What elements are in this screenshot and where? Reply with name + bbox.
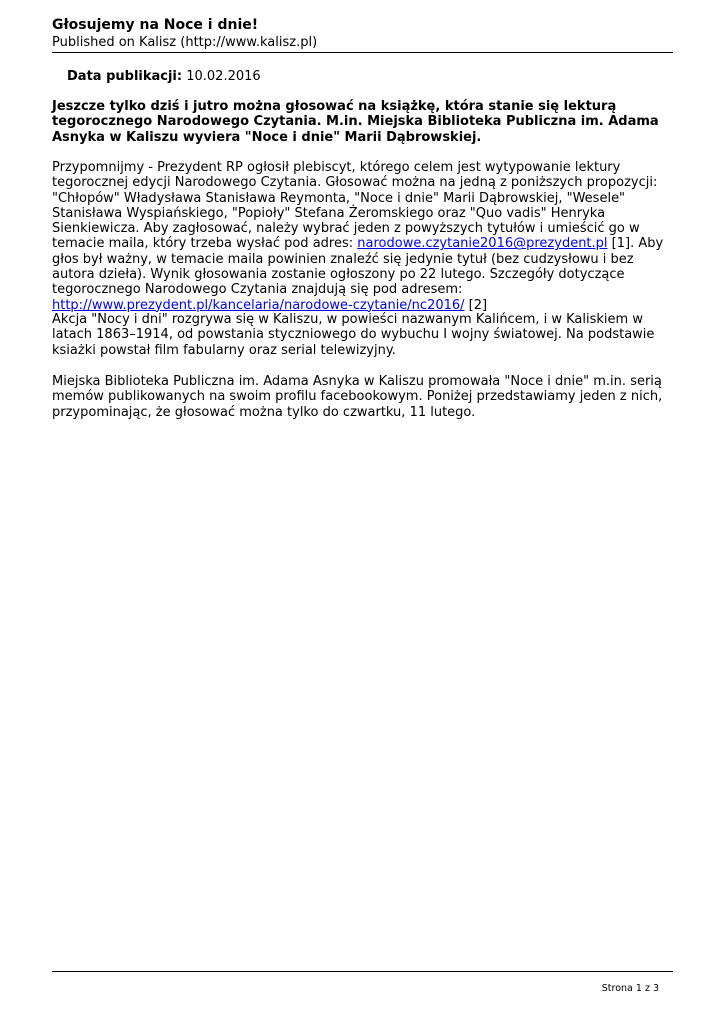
page-header	[52, 16, 673, 51]
paragraph-1-text-c: [2]	[464, 297, 488, 313]
article-paragraph-2: Akcja "Nocy i dni" rozgrywa się w Kaliszu, w powieści nazwanym Kalińcem, i w Kaliskiem w latach 1863–1914, od powstania styczniowego do wybuchu I wojny światowej. Na podstawie ksiażki powstał film fabularny oraz serial telewizyjny.	[52, 312, 655, 358]
footer-divider	[52, 971, 673, 972]
page-title: Głosujemy na Noce i dnie!	[52, 17, 259, 33]
date-label: Data publikacji:	[67, 69, 183, 84]
article-paragraph-3: Miejska Biblioteka Publiczna im. Adama Asnyka w Kaliszu promowała "Noce i dnie" m.in. serią memów publikowanych na swoim profilu facebookowym. Poniżej przedstawiamy jeden z nich, przypominając, że głosować można tylko do czwartku, 11 lutego.	[52, 374, 663, 420]
article-paragraph-1	[52, 160, 677, 313]
paragraph-1-text-a: Przypomnijmy - Prezydent RP ogłosił plebiscyt, którego celem jest wytypowanie lektury tegorocznej edycji Narodowego Czytania. Głosować można na jedną z poniższych propozycji: "Chłopów" Władysława Stanisława Reymonta, "Noce i dnie" Marii Dąbrowskiej, "Wesele" Stanisława Wyspiańskiego, "Popioły" Stefana Żeromskiego oraz "Quo vadis" Henryka Sienkiewicza. Aby zagłosować, należy wybrać jeden z powyższych tytułów i umieścić go w temacie maila, który trzeba wysłać pod adres:	[52, 160, 658, 252]
publication-date	[67, 69, 261, 84]
header-divider	[52, 52, 673, 53]
article-lead: Jeszcze tylko dziś i jutro można głosować na książkę, która stanie się lekturą tegorocznego Narodowego Czytania. M.in. Miejska Biblioteka Publiczna im. Adama Asnyka w Kaliszu wyviera "Noce i dnie" Marii Dąbrowskiej.	[52, 99, 659, 145]
email-link[interactable]: narodowe.czytanie2016@prezydent.pl	[357, 236, 608, 252]
narodowe-czytanie-link[interactable]: http://www.prezydent.pl/kancelaria/narodowe-czytanie/nc2016/	[52, 297, 465, 313]
paragraph-1-text-b: [1]. Aby głos był ważny, w temacie maila powinien znaleźć się jedynie tytuł (bez cudzysłowu i bez autora dzieła). Wynik głosowania zostanie ogłoszony po 22 lutego. Szczegóły dotyczące tegorocznego Narodowego Czytania znajdują się pod adresem:	[52, 236, 664, 298]
published-on-line: Published on Kalisz (http://www.kalisz.pl)	[52, 35, 318, 50]
date-value: 10.02.2016	[186, 69, 261, 84]
page-number: Strona 1 z 3	[601, 983, 659, 994]
